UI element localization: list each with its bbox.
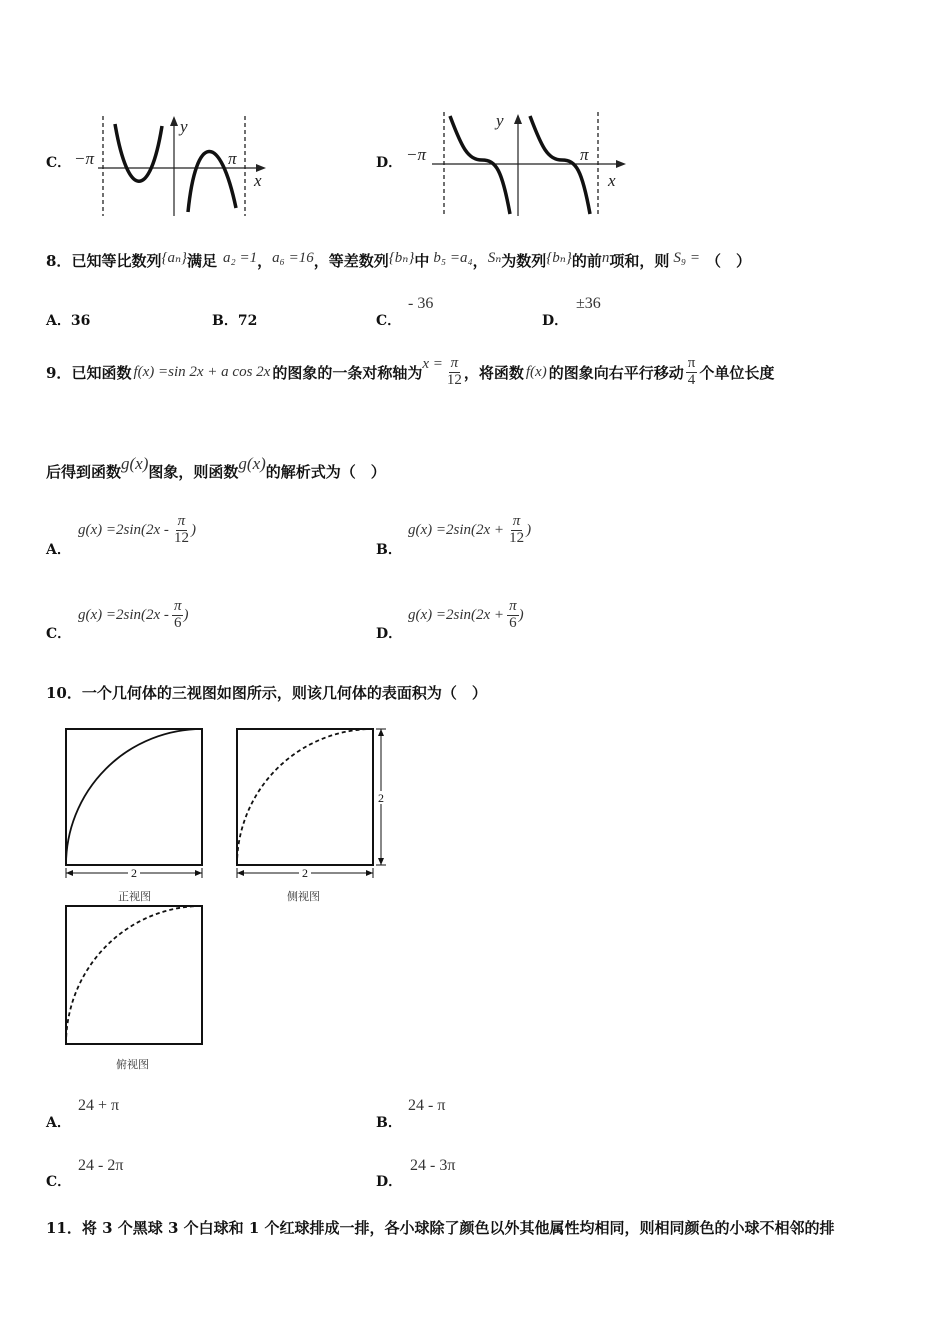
q10-front-caption: 正视图 xyxy=(118,890,151,903)
q11-stem: 11．将 3 个黑球 3 个白球和 1 个红球排成一排，各小球除了颜色以外其他属性均相同，则相同颜色的小球不相邻的排 xyxy=(46,1219,835,1237)
q10-option-c-value: 24 - 2π xyxy=(78,1157,124,1174)
q9-option-a[interactable] xyxy=(46,539,71,559)
q8-a2: a₂ =1 xyxy=(223,250,258,266)
q8-seq-b: {bₙ} xyxy=(388,250,415,266)
formula-fraction xyxy=(172,514,191,547)
formula-prefix: g(x) =2sin(2x + xyxy=(408,606,505,623)
option-letter: B． xyxy=(376,542,402,558)
q8-comma-1: ， xyxy=(257,252,273,270)
q9-option-b[interactable] xyxy=(376,539,402,559)
q9-option-a-formula xyxy=(78,514,196,547)
q8-option-d-value: ±36 xyxy=(576,295,601,312)
q9-option-d-formula xyxy=(408,599,524,632)
y-label: y xyxy=(180,117,188,136)
q8-option-a[interactable] xyxy=(46,310,90,330)
fraction-denominator: 6 xyxy=(173,614,182,631)
q8-b5: b₅ =a₄ xyxy=(433,250,473,266)
formula-suffix: ) xyxy=(526,521,532,538)
fraction-denominator: 12 xyxy=(446,371,462,388)
q8-text-1: 已知等比数列 xyxy=(71,252,162,270)
q9-function-2: f(x) xyxy=(525,363,547,380)
curve-left xyxy=(450,116,510,214)
q10-side-view xyxy=(231,724,391,884)
q8-text-3: ，等差数列 xyxy=(313,252,389,270)
x-axis-arrow xyxy=(616,160,626,168)
y-axis-arrow xyxy=(170,116,178,126)
pi-label: π xyxy=(580,145,589,164)
q9-stem-line-2 xyxy=(46,454,386,482)
fraction-denominator: 12 xyxy=(173,529,189,546)
q8-text-5: 为数列 xyxy=(501,252,547,270)
q8-text-4: 中 xyxy=(414,252,430,270)
q10-front-view xyxy=(60,724,210,884)
side-view-dashed-arc xyxy=(237,729,373,865)
q9-g2: g(x) xyxy=(238,454,266,473)
q9-option-c-formula xyxy=(78,599,188,632)
q9-text-1: 已知函数 xyxy=(71,363,132,382)
formula-fraction xyxy=(507,599,519,632)
q9-line2-text-2: 图象，则函数 xyxy=(148,463,239,481)
q9-number: 9． xyxy=(46,363,72,382)
option-letter: B． xyxy=(376,1115,402,1131)
q7-option-d-graph xyxy=(402,108,632,220)
q9-option-b-formula xyxy=(408,514,531,547)
q8-stem xyxy=(46,248,751,271)
side-dim-arrow-right xyxy=(366,870,373,876)
q8-option-d[interactable] xyxy=(542,310,568,330)
q10-option-b[interactable] xyxy=(376,1112,402,1132)
q9-option-d[interactable] xyxy=(376,623,402,643)
q8-n: n xyxy=(601,250,610,266)
q10-stem: 10．一个几何体的三视图如图所示，则该几何体的表面积为（ ） xyxy=(46,684,487,702)
q9-text-5: 个单位长度 xyxy=(699,363,775,382)
side-dim-arrow-bottom xyxy=(378,858,384,865)
formula-prefix: g(x) =2sin(2x - xyxy=(78,606,169,623)
q9-line2-text-3: 的解析式为（ ） xyxy=(265,463,386,481)
pi-label: π xyxy=(228,149,237,168)
option-letter: A． xyxy=(46,542,71,558)
q9-text-3: ，将函数 xyxy=(463,363,524,382)
formula-fraction xyxy=(507,514,526,547)
q9-g1: g(x) xyxy=(121,454,149,473)
fraction-numerator: π xyxy=(509,598,517,614)
q8-text-2: 满足 xyxy=(187,252,218,270)
side-dim-label-w: 2 xyxy=(302,866,308,880)
q10-option-b-value: 24 - π xyxy=(408,1097,446,1114)
formula-suffix: ) xyxy=(190,521,196,538)
q9-axis-fraction xyxy=(445,356,464,389)
formula-suffix: ) xyxy=(518,606,524,623)
formula-prefix: g(x) =2sin(2x + xyxy=(408,521,505,538)
option-letter: D． xyxy=(542,313,569,329)
option-letter: C． xyxy=(46,1174,72,1190)
option-letter: D． xyxy=(376,1174,403,1190)
fraction-numerator: π xyxy=(687,355,696,371)
q10-top-caption: 俯视图 xyxy=(116,1058,149,1071)
formula-prefix: g(x) =2sin(2x - xyxy=(78,521,169,538)
q7-option-c-graph xyxy=(70,112,270,220)
q9-option-c[interactable] xyxy=(46,623,71,643)
q10-side-caption: 侧视图 xyxy=(287,890,320,903)
option-letter: D． xyxy=(376,626,403,642)
q9-line2-text-1: 后得到函数 xyxy=(46,463,122,481)
option-letter: A． xyxy=(46,1115,71,1131)
q10-top-view xyxy=(60,901,210,1049)
option-letter: C． xyxy=(376,313,402,329)
front-view-arc xyxy=(66,729,202,865)
q8-option-c-value: - 36 xyxy=(408,295,434,312)
option-value: 36 xyxy=(70,313,91,329)
q8-option-c[interactable] xyxy=(376,310,401,330)
top-view-dashed-arc xyxy=(66,906,202,1044)
side-dim-arrow-left xyxy=(237,870,244,876)
option-value: 72 xyxy=(237,313,258,329)
q8-s9: S₉ = xyxy=(673,250,700,266)
q10-option-d-value: 24 - 3π xyxy=(410,1157,456,1174)
curve-right xyxy=(530,116,590,214)
curve-left xyxy=(115,124,162,181)
q8-text-7: 项和，则 xyxy=(609,252,670,270)
q9-shift-fraction xyxy=(686,356,698,389)
q7-option-d-label: D． xyxy=(376,155,403,171)
x-label: x xyxy=(608,171,616,190)
q8-text-8: （ ） xyxy=(706,252,752,270)
neg-pi-label: −π xyxy=(406,145,426,164)
option-letter: B． xyxy=(212,313,238,329)
q8-sn: Sₙ xyxy=(487,250,502,266)
q7-option-c-label: C． xyxy=(46,155,72,171)
q9-function: f(x) =sin 2x + a cos 2x xyxy=(133,363,271,380)
side-view-square xyxy=(237,729,373,865)
y-label: y xyxy=(496,111,504,130)
fraction-numerator: π xyxy=(177,513,186,529)
fraction-denominator: 6 xyxy=(509,614,517,631)
fraction-numerator: π xyxy=(512,513,521,529)
q8-option-b[interactable] xyxy=(212,310,257,330)
q8-a6: a₆ =16 xyxy=(272,250,314,266)
front-dim-arrow-left xyxy=(66,870,73,876)
q8-seq-b2: {bₙ} xyxy=(546,250,572,266)
x-label: x xyxy=(254,171,262,190)
fraction-denominator: 4 xyxy=(687,371,696,388)
formula-fraction xyxy=(172,599,184,632)
q9-text-4: 的图象向右平行移动 xyxy=(548,363,684,382)
y-axis-arrow xyxy=(514,114,522,124)
q8-number: 8． xyxy=(46,252,72,270)
fraction-denominator: 12 xyxy=(509,529,525,546)
fraction-numerator: π xyxy=(173,598,182,614)
q10-option-a[interactable] xyxy=(46,1112,71,1132)
q8-text-6: 的前 xyxy=(571,252,602,270)
neg-pi-label: −π xyxy=(74,149,94,168)
q10-option-d[interactable] xyxy=(376,1171,402,1191)
front-view-square xyxy=(66,729,202,865)
q8-seq-a: {aₙ} xyxy=(161,250,188,266)
side-dim-arrow-top xyxy=(378,729,384,736)
fraction-numerator: π xyxy=(450,355,459,371)
top-view-square xyxy=(66,906,202,1044)
option-letter: A． xyxy=(46,313,71,329)
side-dim-label-h: 2 xyxy=(378,791,384,805)
q10-option-a-value: 24 + π xyxy=(78,1097,120,1114)
q8-comma-2: ， xyxy=(472,252,488,270)
q9-axis-lhs: x = xyxy=(422,355,443,372)
q9-stem-line-1 xyxy=(46,356,774,389)
front-dim-arrow-right xyxy=(195,870,202,876)
q10-option-c[interactable] xyxy=(46,1171,71,1191)
q9-text-2: 的图象的一条对称轴为 xyxy=(272,363,423,382)
formula-suffix: ) xyxy=(183,606,189,623)
option-letter: C． xyxy=(46,626,72,642)
front-dim-label: 2 xyxy=(131,866,137,880)
